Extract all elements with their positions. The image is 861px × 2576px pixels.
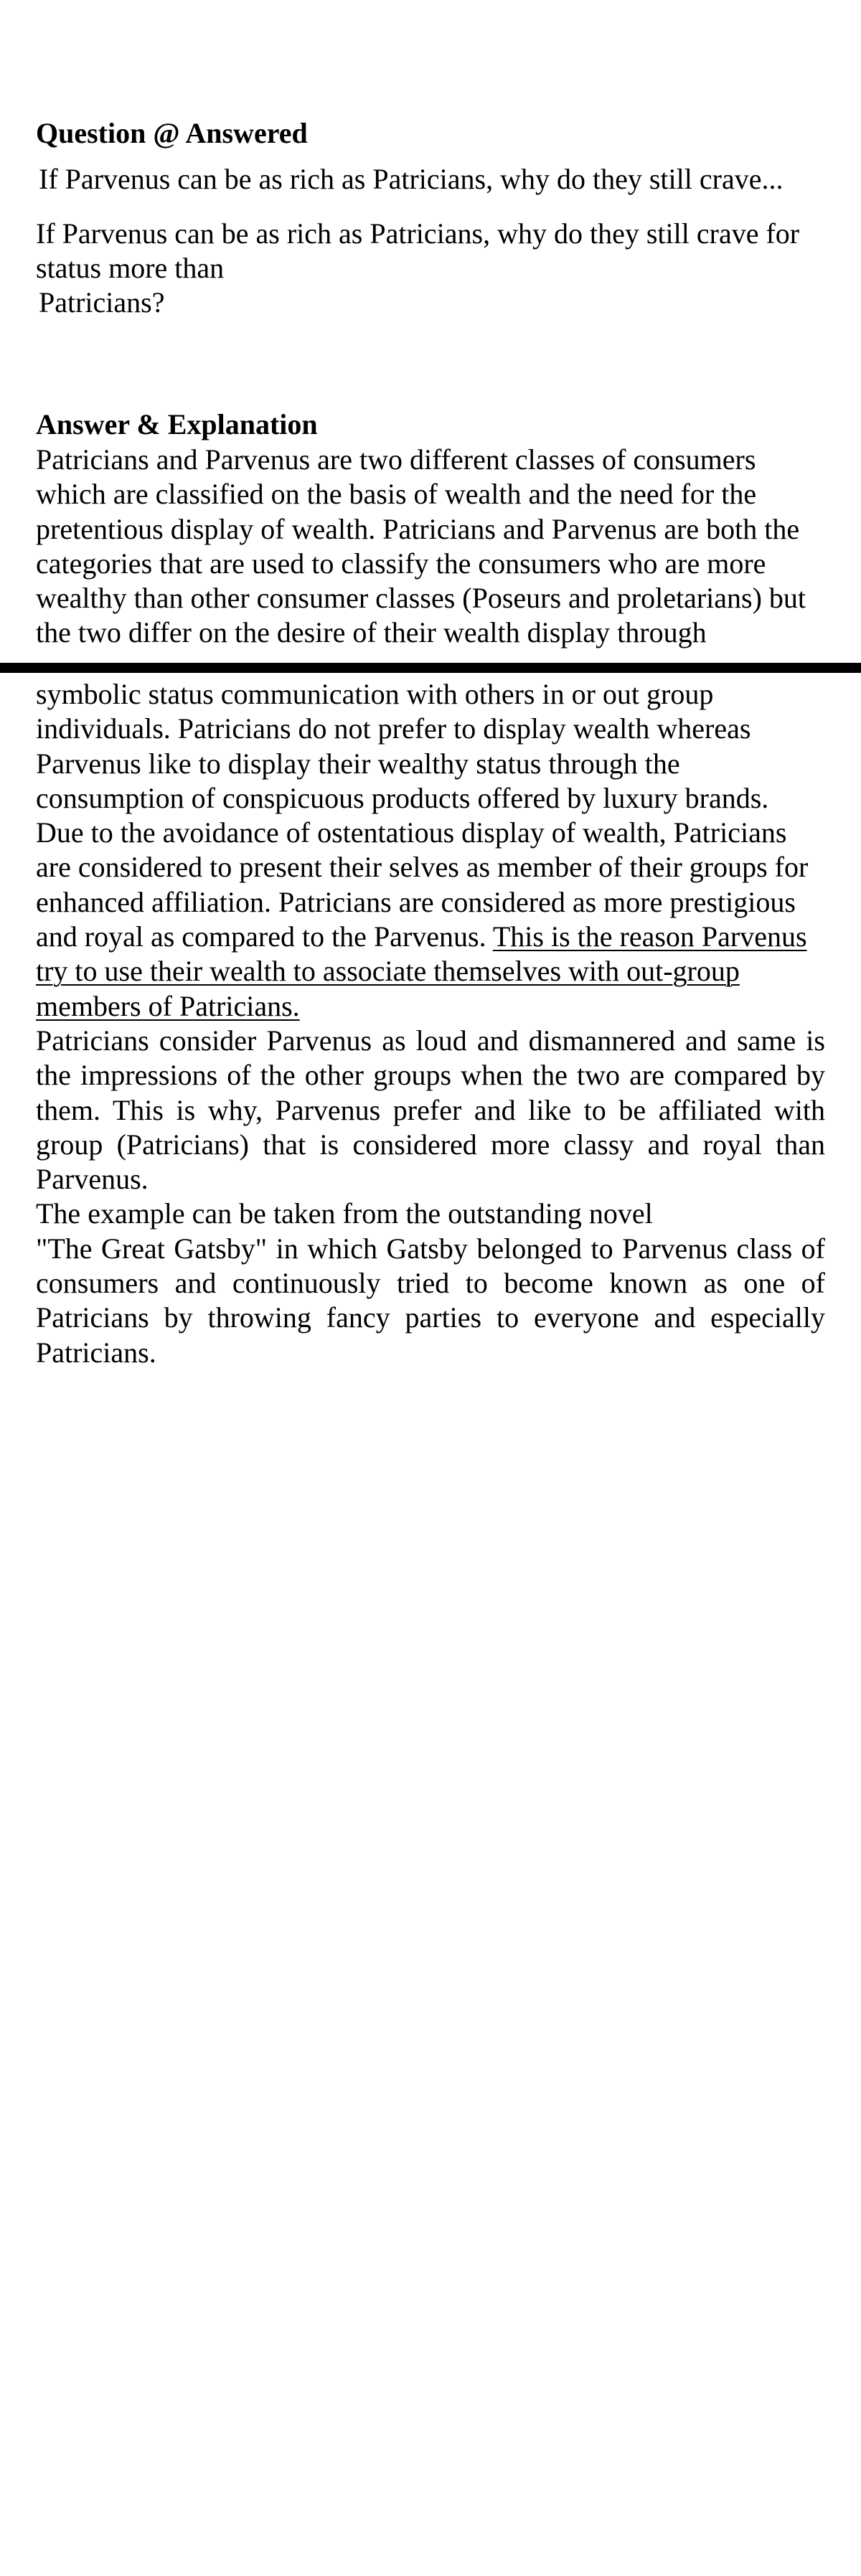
question-heading: Question @ Answered (36, 117, 308, 149)
answer-line: are considered to present their selves as member of their groups for (36, 851, 809, 884)
answer-line: Patricians and Parvenus are two different classes of consumers (36, 443, 756, 476)
question-full-text (36, 217, 832, 320)
answer-line: pretentious display of wealth. Patricians and Parvenus are both the (36, 512, 800, 545)
answer-line: The example can be taken from the outstanding novel (36, 1197, 653, 1230)
answer-line: individuals. Patricians do not prefer to display wealth whereas (36, 712, 751, 745)
answer-line-underlined (36, 989, 825, 1024)
answer-line: Patricians by throwing fancy parties to everyone and especially (36, 1301, 825, 1334)
page-divider (0, 663, 861, 673)
question-line: status more than (36, 252, 225, 284)
answer-line: wealthy than other consumer classes (Poseurs and proletarians) but (36, 582, 806, 615)
answer-line-mixed (36, 920, 825, 954)
underlined-text: try to use their wealth to associate themselves with out-group (36, 955, 740, 988)
answer-paragraph-part2 (36, 677, 825, 1370)
underlined-text: This is the reason Parvenus (492, 920, 807, 953)
question-title-truncated: If Parvenus can be as rich as Patricians, why do they still crave... (39, 163, 784, 195)
answer-line: "The Great Gatsby" in which Gatsby belonged to Parvenus class of (36, 1232, 825, 1265)
answer-heading: Answer & Explanation (36, 408, 318, 440)
answer-line: group (Patricians) that is considered more classy and royal than (36, 1128, 825, 1161)
answer-line: Parvenus. (36, 1163, 149, 1196)
answer-line: Parvenus like to display their wealthy status through the (36, 747, 680, 780)
answer-line: Due to the avoidance of ostentatious display of wealth, Patricians (36, 816, 787, 849)
answer-line-underlined (36, 954, 825, 989)
answer-line: enhanced affiliation. Patricians are considered as more prestigious (36, 885, 796, 918)
answer-line: the two differ on the desire of their wealth display through (36, 616, 707, 649)
answer-text-plain: and royal as compared to the Parvenus. (36, 920, 493, 953)
answer-line: symbolic status communication with others in or out group (36, 678, 714, 710)
answer-line: them. This is why, Parvenus prefer and like to be affiliated with (36, 1093, 825, 1126)
question-line: If Parvenus can be as rich as Patricians, why do they still crave for (36, 217, 800, 250)
question-line: Patricians? (39, 286, 165, 319)
answer-line: consumption of conspicuous products offered by luxury brands. (36, 781, 769, 814)
answer-paragraph-part1 (36, 443, 839, 651)
answer-line: categories that are used to classify the consumers who are more (36, 547, 766, 580)
answer-line: which are classified on the basis of wealth and the need for the (36, 478, 757, 511)
answer-line: Patricians. (36, 1336, 156, 1369)
answer-line: consumers and continuously tried to become known as one of (36, 1267, 825, 1300)
underlined-text: members of Patricians. (36, 989, 300, 1022)
answer-line: Patricians consider Parvenus as loud and dismannered and same is (36, 1024, 825, 1057)
answer-line: the impressions of the other groups when the two are compared by (36, 1059, 825, 1092)
